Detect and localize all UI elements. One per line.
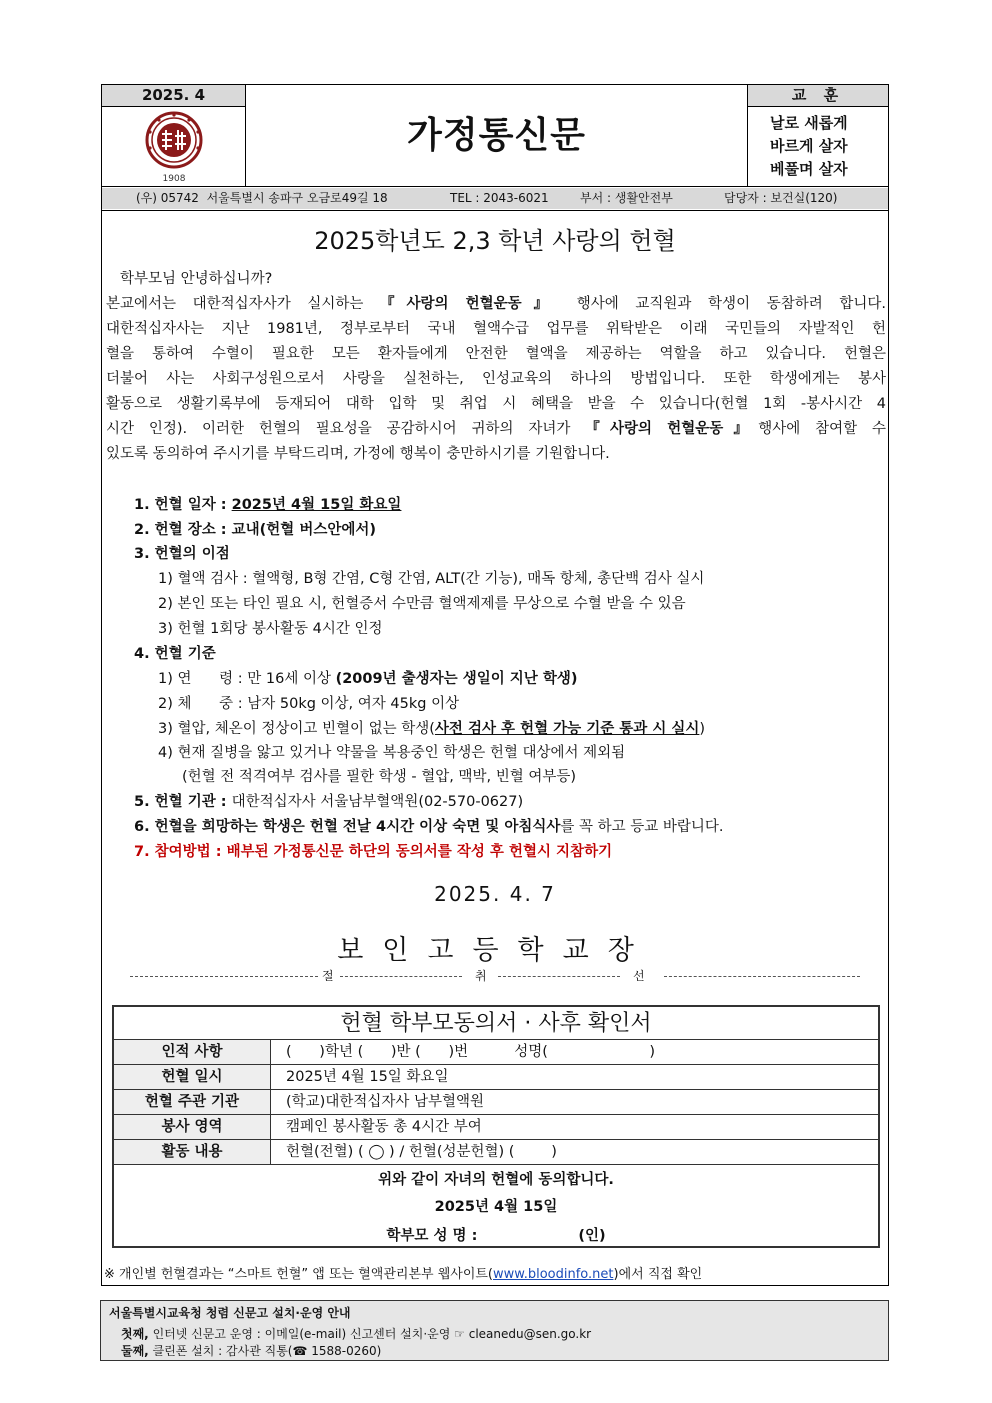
body-line: 대한적십자사는 지난 1981년, 정부로부터 국내 혈액수급 업무를 위탁받은 이래 국민들의 자발적인 헌 [106, 321, 886, 337]
item-method: 7. 참여방법 : 배부된 가정통신문 하단의 동의서를 작성 후 헌혈시 지참하기 [134, 844, 613, 860]
page-title: 가정통신문 [407, 115, 586, 156]
cut-word: 선 [633, 969, 645, 983]
motto-line: 날로 새롭게 [770, 114, 848, 132]
body-paragraph [106, 292, 886, 467]
address: (우) 05742 서울특별시 송파구 오금로49길 18 [136, 191, 388, 205]
bloodinfo-link[interactable]: www.bloodinfo.net [493, 1267, 614, 1282]
motto-lines [770, 112, 848, 181]
divider [101, 106, 245, 107]
criteria-line: 4) 현재 질병을 앓고 있거나 약물을 복용중인 학생은 헌혈 대상에서 제외됨 [158, 745, 626, 761]
form-title: 헌혈 학부모동의서 · 사후 확인서 [340, 1011, 652, 1036]
benefit-line: 3) 헌혈 1회당 봉사활동 4시간 인정 [158, 621, 383, 637]
criteria-line: 2) 체 중 : 남자 50kg 이상, 여자 45kg 이상 [158, 696, 460, 712]
criteria-line: (헌혈 전 적격여부 검사를 필한 학생 - 혈압, 맥박, 빈혈 여부등) [182, 769, 577, 785]
integrity-notice [100, 1300, 889, 1361]
address-bar [102, 188, 888, 209]
cut-dash [130, 976, 318, 977]
item-criteria: 4. 헌혈 기준 [134, 646, 216, 662]
item-agency: 5. 헌혈 기관 : 대한적십자사 서울남부혈액원(02-570-0627) [134, 794, 524, 810]
footnote: ※ 개인별 헌혈결과는 “스마트 헌혈” 앱 또는 혈액관리본부 웹사이트(www.bloodinfo.net)에서 직접 확인 [104, 1267, 703, 1282]
department: 부서 : 생활안전부 [580, 191, 673, 205]
item-request: 6. 헌혈을 희망하는 학생은 헌혈 전날 4시간 이상 숙면 및 아침식사를 꼭 하고 등교 바랍니다. [134, 819, 724, 835]
body-line: 더불어 사는 사회구성원으로서 사랑을 실천하는, 인성교육의 하나의 방법입니다. 또한 학생에게는 봉사 [106, 371, 886, 387]
item-benefits: 3. 헌혈의 이점 [134, 546, 230, 562]
consent-form [112, 1005, 880, 1248]
form-value: 캠페인 봉사활동 총 4시간 부여 [286, 1119, 482, 1135]
form-label: 인적 사항 [114, 1040, 271, 1065]
doc-title: 2025학년도 2,3 학년 사랑의 헌혈 [314, 227, 676, 255]
body-line: 시간 인정). 이러한 헌혈의 필요성을 공감하시어 귀하의 자녀가 『사랑의 헌혈운동』행사에 참여할 수 [106, 421, 886, 437]
form-row [114, 1114, 878, 1140]
school-seal-icon [142, 110, 206, 184]
body-line: 혈을 통하여 수혈이 필요한 모든 환자들에게 안전한 혈액을 제공하는 역할을 하고 있습니다. 헌혈은 [106, 346, 886, 362]
cut-dash [340, 976, 462, 977]
cut-dash [664, 976, 860, 977]
notice-title: 서울특별시교육청 청렴 신문고 설치·운영 안내 [109, 1306, 351, 1320]
cut-dash [498, 976, 620, 977]
criteria-line: 1) 연 령 : 만 16세 이상 (2009년 출생자는 생일이 지난 학생) [158, 671, 578, 687]
form-value-personal[interactable]: ( )학년 ( )반 ( )번 성명( ) [286, 1044, 655, 1060]
consent-date: 2025년 4월 15일 [434, 1199, 558, 1215]
body-line: 있도록 동의하여 주시기를 부탁드리며, 가정에 행복이 충만하시기를 기원합니다. [106, 446, 610, 462]
body-line: 본교에서는 대한적십자사가 실시하는 『사랑의 헌혈운동』 행사에 교직원과 학생이 동참하려 합니다. [106, 296, 886, 312]
form-row [114, 1139, 878, 1165]
form-label: 헌혈 주관 기관 [114, 1090, 271, 1115]
principal-signature: 보인고등학교장 [337, 935, 653, 966]
form-label: 봉사 영역 [114, 1115, 271, 1140]
item-date: 1. 헌혈 일자 : 2025년 4월 15일 화요일 [134, 497, 402, 513]
form-row [114, 1064, 878, 1090]
cut-word: 취 [475, 969, 487, 983]
benefit-line: 1) 혈액 검사 : 혈액형, B형 간염, C형 간염, ALT(간 기능), 매독 항체, 총단백 검사 실시 [158, 571, 705, 587]
contact: 담당자 : 보건실(120) [724, 191, 838, 205]
motto-label: 교 훈 [748, 85, 888, 106]
divider [101, 210, 889, 211]
form-label: 헌혈 일시 [114, 1065, 271, 1090]
notice-line: 첫째, 인터넷 신문고 운영 : 이메일(e-mail) 신고센터 설치·운영 ☞ cleanedu@sen.go.kr [121, 1327, 592, 1341]
motto-line: 베풀며 살자 [770, 160, 848, 178]
form-value: (학교)대한적십자사 남부혈액원 [286, 1094, 485, 1110]
divider [101, 186, 889, 187]
form-row [114, 1089, 878, 1115]
parent-signature[interactable]: 학부모 성 명 : (인) [386, 1228, 606, 1244]
issue-date: 2025. 4. 7 [434, 882, 556, 906]
header-date: 2025. 4 [102, 85, 245, 106]
cut-line [130, 965, 860, 987]
item-place: 2. 헌혈 장소 : 교내(헌혈 버스안에서) [134, 522, 376, 538]
cut-word: 절 [322, 969, 334, 983]
divider [114, 1164, 878, 1165]
body-line: 활동으로 생활기록부에 등재되어 대학 입학 및 취업 시 혜택을 받을 수 있습니다(헌혈 1회 -봉사시간 4 [106, 396, 886, 412]
criteria-line: 3) 혈압, 체온이 정상이고 빈혈이 없는 학생(사전 검사 후 헌혈 가능 기준 통과 시 실시) [158, 721, 706, 737]
form-label: 활동 내용 [114, 1140, 271, 1165]
notice-line: 둘째, 클린폰 설치 : 감사관 직통(☎ 1588-0260) [121, 1344, 382, 1358]
divider [747, 106, 889, 107]
form-row [114, 1039, 878, 1065]
consent-text: 위와 같이 자녀의 헌혈에 동의합니다. [378, 1172, 614, 1188]
form-value-activity[interactable]: 헌혈(전혈) ( ◯ ) / 헌혈(성분헌혈) ( ) [286, 1144, 557, 1160]
motto-line: 바르게 살자 [770, 137, 848, 155]
seal-year: 1908 [162, 174, 186, 184]
benefit-line: 2) 본인 또는 타인 필요 시, 헌혈증서 수만큼 혈액제제를 무상으로 수혈 받을 수 있음 [158, 596, 686, 612]
greeting: 학부모님 안녕하십니까? [120, 271, 273, 287]
form-value: 2025년 4월 15일 화요일 [286, 1069, 449, 1085]
phone: TEL : 2043-6021 [450, 191, 549, 205]
